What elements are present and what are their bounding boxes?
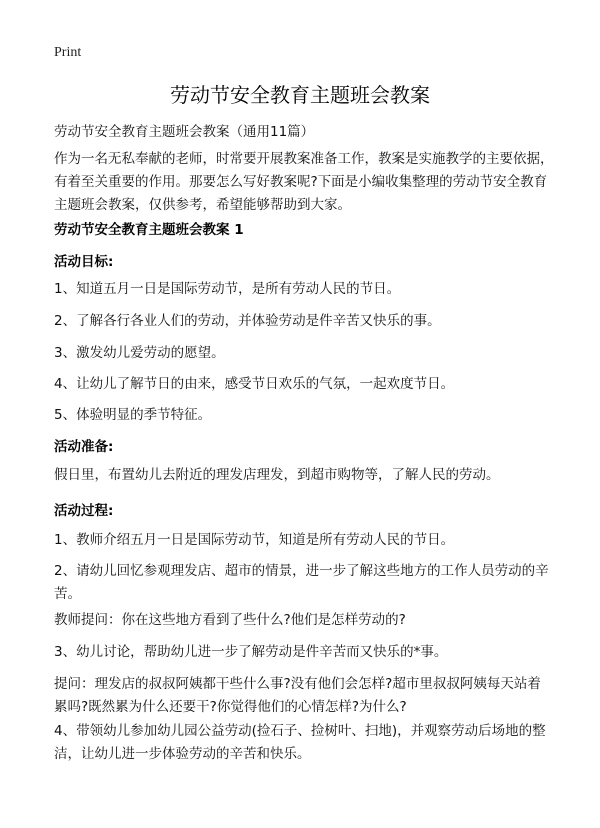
document-subtitle: 劳动节安全教育主题班会教案（通用11篇） [54, 124, 315, 140]
process-item: 提问：理发店的叔叔阿姨都干些什么事?没有他们会怎样?超市里叔叔阿姨每天站着累吗?既然累为什么还要干?你觉得他们的心情怎样?为什么? [54, 676, 541, 715]
goal-item: 5、体验明显的季节特征。 [54, 407, 212, 423]
goal-item: 3、激发幼儿爱劳动的愿望。 [54, 345, 225, 361]
process-heading: 活动过程: [54, 503, 114, 519]
goal-item: 2、了解各行各业人们的劳动，并体验劳动是件辛苦又快乐的事。 [54, 313, 441, 329]
process-item: 4、带领幼儿参加幼儿园公益劳动(捡石子、捡树叶、扫地)，并观察劳动后场地的整洁，让幼儿进一步体验劳动的辛苦和快乐。 [54, 723, 546, 762]
print-label: Print [54, 45, 82, 60]
process-item: 1、教师介绍五月一日是国际劳动节，知道是所有劳动人民的节日。 [54, 532, 455, 548]
intro-paragraph: 作为一名无私奉献的老师，时常要开展教案准备工作，教案是实施教学的主要依据，有着至关重要的作用。那要怎么写好教案呢?下面是小编收集整理的劳动节安全教育主题班会教案，仅供参考，希望能够帮助到大家。 [54, 151, 554, 213]
process-item: 2、请幼儿回忆参观理发店、超市的情景，进一步了解这些地方的工作人员劳动的辛苦。 [54, 563, 549, 602]
lesson-heading: 劳动节安全教育主题班会教案 1 [54, 222, 244, 238]
goal-item: 4、让幼儿了解节日的由来，感受节日欢乐的气氛，一起欢度节日。 [54, 376, 455, 392]
process-item: 3、幼儿讨论，帮助幼儿进一步了解劳动是件辛苦而又快乐的*事。 [54, 644, 448, 660]
process-item: 教师提问：你在这些地方看到了些什么?他们是怎样劳动的? [54, 612, 406, 628]
goal-item: 1、知道五月一日是国际劳动节，是所有劳动人民的节日。 [54, 281, 401, 297]
document-title: 劳动节安全教育主题班会教案 [170, 83, 430, 107]
prep-text: 假日里，布置幼儿去附近的理发店理发，到超市购物等，了解人民的劳动。 [54, 467, 500, 483]
goals-heading: 活动目标: [54, 254, 114, 270]
prep-heading: 活动准备: [54, 439, 114, 455]
